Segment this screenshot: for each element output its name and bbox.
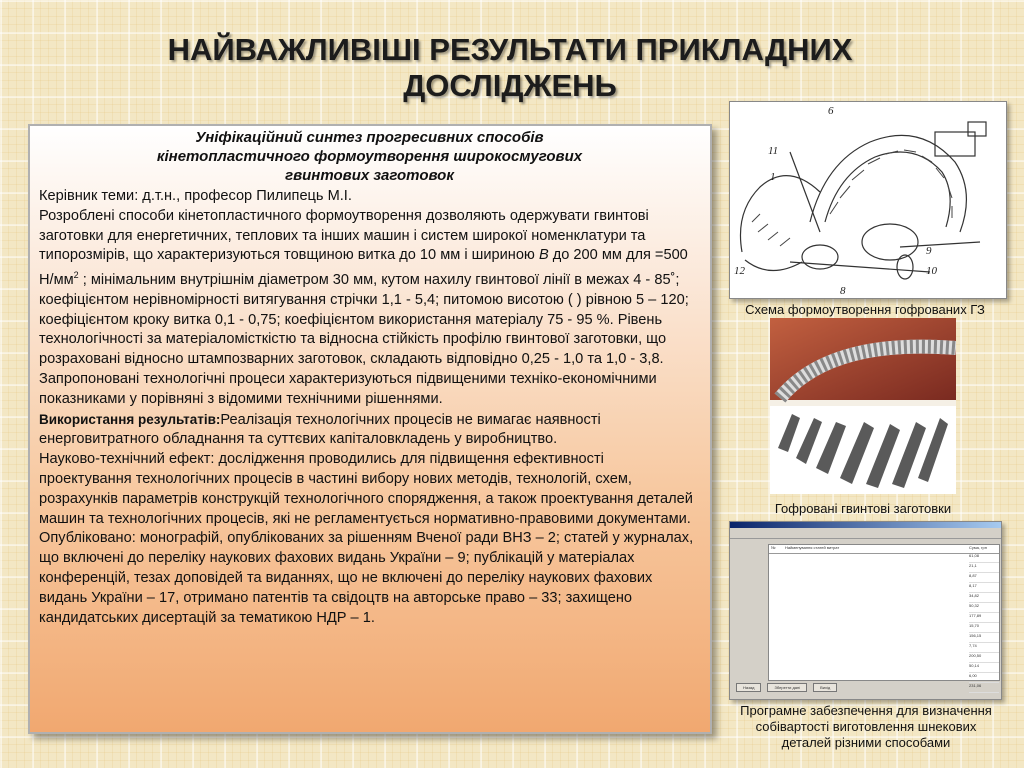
- save-data-button[interactable]: Зберегти дані: [767, 683, 807, 692]
- value-row: 6,00: [969, 673, 999, 683]
- software-buttons: [736, 683, 837, 692]
- software-screenshot: [729, 521, 1002, 700]
- usage-text: Реалізація технологічних процесів не вимагає наявності енерговитратного обладнання та суттєвих капіталовкладень у виробництво.: [39, 411, 601, 448]
- description-paragraph: [39, 207, 700, 410]
- slide-title: [60, 32, 960, 104]
- published-paragraph: Опубліковано: монографій, опублікованих за рішенням Вченої ради ВНЗ – 2; статей у журналах, що включені до переліку наукових фахових видань України – 9; публікацій у матеріалах конференцій, тезах доповідей та виданнях, що не включені до переліку наукових фахових видань України – 17, отримано патентів та свідоцтв на авторське право – 33; захищено кандидатських дисертацій за тематикою НДР – 1.: [39, 530, 694, 626]
- scheme-caption: Схема формоутворення гофрованих ГЗ: [745, 302, 985, 317]
- roller-8: [897, 255, 913, 279]
- value-row: 61,08: [969, 553, 999, 563]
- header-no: №: [771, 545, 776, 550]
- value-row: 15,70: [969, 623, 999, 633]
- forming-scheme-drawing: [730, 102, 1006, 298]
- left-helix-arc: [740, 176, 820, 252]
- scheme-label-9: 9: [926, 245, 932, 257]
- value-row: 21,1: [969, 563, 999, 573]
- helix-teeth: [830, 150, 952, 218]
- value-row: 7,74: [969, 643, 999, 653]
- scheme-label-12: 12: [734, 265, 745, 277]
- description-part-2: до 200 мм для =500 Н/мм: [39, 247, 688, 289]
- helix-inner-arc: [825, 152, 950, 227]
- title-line-2: ДОСЛІДЖЕНЬ: [403, 68, 617, 103]
- blanks-drawing: [770, 318, 956, 494]
- usage-paragraph: [39, 410, 700, 451]
- header-name: Найменування статей витрат: [785, 545, 840, 550]
- title-line-1: НАЙВАЖЛИВІШІ РЕЗУЛЬТАТИ ПРИКЛАДНИХ: [167, 32, 853, 67]
- drive-block: [968, 122, 986, 136]
- value-row: 50,32: [969, 603, 999, 613]
- value-row: 200,50: [969, 653, 999, 663]
- corrugated-blanks-photo: [770, 318, 956, 494]
- scheme-label-6: 6: [828, 105, 834, 117]
- left-helix-teeth: [752, 214, 790, 246]
- software-tabs: [730, 528, 1001, 539]
- scheme-label-1: 1: [770, 171, 776, 183]
- value-row: 231,06: [969, 683, 999, 693]
- usage-label: Використання результатів:: [39, 411, 221, 427]
- width-symbol: B: [538, 247, 549, 264]
- value-row: 34,82: [969, 593, 999, 603]
- header-sum: Сума, грн: [969, 545, 987, 550]
- scheme-label-8: 8: [840, 285, 846, 297]
- shaft-11: [790, 152, 820, 232]
- supervisor-text: Керівник теми: д.т.н., професор Пилипець М.І.: [39, 188, 352, 204]
- software-caption-line-2: собівартості виготовлення шнекових: [755, 719, 977, 734]
- value-row: 8,87: [969, 573, 999, 583]
- value-row: 156,15: [969, 633, 999, 643]
- blanks-caption: Гофровані гвинтові заготовки: [774, 501, 952, 516]
- software-caption-line-1: Програмне забезпечення для визначення: [740, 703, 992, 718]
- software-caption-line-3: деталей різними способами: [781, 735, 951, 750]
- helix-outer-arc: [810, 135, 966, 232]
- scheme-label-11: 11: [768, 145, 779, 157]
- value-row: 50,14: [969, 663, 999, 673]
- topic-heading-line-3: гвинтових заготовок: [285, 167, 454, 184]
- effect-paragraph: Науково-технічний ефект: дослідження проводились для підвищення ефективності проектування технологічних процесів в частині вибору нових методів, технологій, схем, розрахунків параметрів конструкцій технологічного спорядження, а також проектування деталей машин та технологічних процесів, які не регламентується нормативно-правовими документами.: [39, 451, 693, 527]
- unit-superscript: 2: [73, 270, 79, 281]
- roller-12: [802, 245, 838, 269]
- shaft-9: [900, 242, 980, 247]
- roller-1: [862, 224, 918, 260]
- topic-heading: [39, 128, 700, 185]
- software-caption: [724, 703, 1008, 751]
- results-text-box: [28, 124, 712, 734]
- value-row: 177,89: [969, 613, 999, 623]
- scheme-label-10: 10: [926, 265, 937, 277]
- topic-heading-line-1: Уніфікаційний синтез прогресивних способів: [195, 129, 544, 146]
- left-helix-lower: [745, 260, 802, 271]
- forming-scheme-image: [729, 101, 1007, 299]
- exit-button[interactable]: Вихід: [813, 683, 837, 692]
- description-part-1: Розроблені способи кінетопластичного формоутворення дозволяють одержувати гвинтові заготовки для енергетичних, теплових та інших машин і систем широкої номенклатури та типорозмірів, що характеризуються товщиною витка до 10 мм і шириною: [39, 207, 649, 264]
- value-row: 8,17: [969, 583, 999, 593]
- topic-heading-line-2: кінетопластичного формоутворення широкосмугових: [156, 148, 583, 165]
- description-part-3: ; мінімальним внутрішнім діаметром 30 мм, кутом нахилу гвинтової лінії в межах 4 - 85˚; коефіцієнтом нерівномірності витягування стрічки 1,1 - 5,4; питомою висотою ( ) рівною 5 – 120; коефіцієнтом кроку витка 0,1 - 0,75; коефіцієнтом використання матеріалу 75 - 95 %. Рівень технологічності за матеріаломісткістю та відносна стійкість профілю гвинтової заготовки, що розраховані відносно штампозварних заготовок, складають відповідно 0,25 - 1,0 та 1,0 - 3,8. Запропоновані технологічні процеси характеризуються підвищеними техніко-економічними показниками у порівняні з відомими технічними рішеннями.: [39, 272, 689, 407]
- software-value-column: [969, 553, 999, 693]
- back-button[interactable]: Назад: [736, 683, 761, 692]
- software-table-header: [769, 545, 999, 554]
